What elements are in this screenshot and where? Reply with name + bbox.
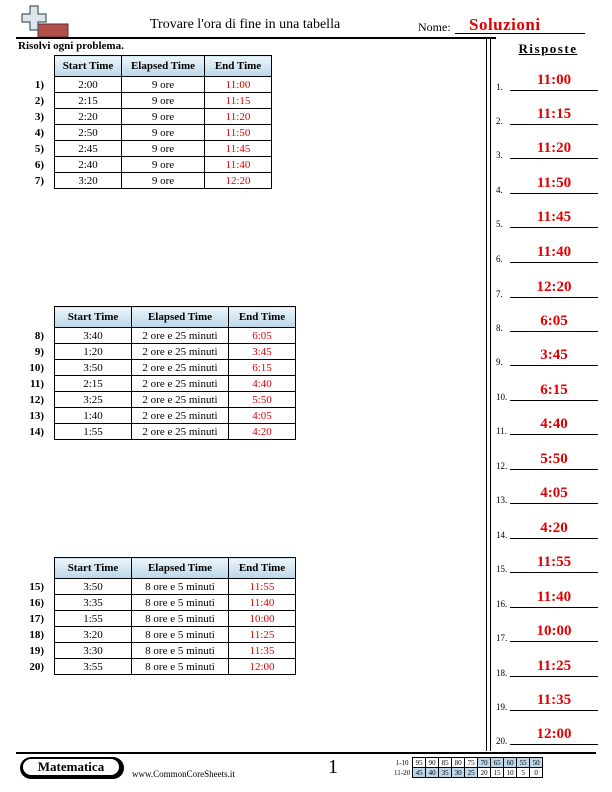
table-row: [18, 392, 296, 408]
answer-item: [496, 552, 600, 574]
table-row: [18, 77, 272, 93]
answer-number: 11.: [496, 426, 507, 436]
answer-item: [496, 483, 600, 505]
score-cell: 45: [413, 768, 426, 778]
worksheet-title: Trovare l'ora di fine in una tabella: [150, 17, 341, 32]
answer-value: 4:20: [540, 520, 568, 536]
answer-item: [496, 138, 600, 160]
problem-number: 20): [29, 660, 44, 673]
start-time: 1:55: [55, 424, 132, 440]
score-cell: 5: [517, 768, 530, 778]
end-time: 6:05: [229, 328, 296, 344]
start-time: 3:20: [55, 627, 132, 643]
end-time: 11:20: [205, 109, 272, 125]
table-row: [18, 328, 296, 344]
answer-number: 19.: [496, 702, 508, 712]
score-cell: 80: [452, 758, 465, 768]
score-cell: 35: [439, 768, 452, 778]
instructions: Risolvi ogni problema.: [18, 40, 124, 52]
end-time: 11:40: [205, 157, 272, 173]
end-time: 3:45: [229, 344, 296, 360]
score-cell: 55: [517, 758, 530, 768]
elapsed-time: 8 ore e 5 minuti: [132, 659, 229, 675]
problem-number: 11): [29, 377, 44, 390]
answer-line: [510, 607, 598, 608]
answer-line: [510, 365, 598, 366]
start-time: 2:40: [55, 157, 122, 173]
answer-value: 10:00: [536, 623, 572, 639]
score-cell: 95: [413, 758, 426, 768]
start-time: 2:15: [55, 93, 122, 109]
plus-logo-icon: [20, 4, 70, 38]
elapsed-time: 9 ore: [122, 77, 205, 93]
answer-line: [510, 297, 598, 298]
problem-number: 16): [29, 596, 44, 609]
table-row: [18, 579, 296, 595]
elapsed-time-header: Elapsed Time: [132, 558, 229, 579]
name-label: Nome:: [418, 20, 451, 34]
answer-number: 7.: [496, 289, 503, 299]
answer-item: [496, 518, 600, 540]
problem-number: 14): [29, 425, 44, 438]
problem-number: 15): [29, 580, 44, 593]
answer-line: [510, 124, 598, 125]
problem-number: 7): [34, 174, 44, 187]
elapsed-time-header: Elapsed Time: [132, 307, 229, 328]
answer-value: 11:40: [536, 244, 572, 260]
elapsed-time: 9 ore: [122, 173, 205, 189]
score-cell: 0: [530, 768, 543, 778]
score-cell: 65: [491, 758, 504, 768]
answer-item: [496, 207, 600, 229]
answer-number: 18.: [496, 668, 508, 678]
start-time: 3:35: [55, 595, 132, 611]
elapsed-time: 2 ore e 25 minuti: [132, 360, 229, 376]
score-cell: 15: [491, 768, 504, 778]
end-time: 11:25: [229, 627, 296, 643]
answer-line: [510, 193, 598, 194]
end-time: 11:15: [205, 93, 272, 109]
problem-number: 17): [29, 612, 44, 625]
start-time: 2:00: [55, 77, 122, 93]
answer-item: [496, 70, 600, 92]
elapsed-time: 8 ore e 5 minuti: [132, 643, 229, 659]
answer-number: 10.: [496, 392, 508, 402]
answer-line: [510, 469, 598, 470]
answer-value: 6:15: [540, 382, 568, 398]
table-row: [18, 141, 272, 157]
start-time: 3:50: [55, 579, 132, 595]
answer-line: [510, 331, 598, 332]
header-divider: [16, 37, 496, 39]
start-time: 1:55: [55, 611, 132, 627]
score-row: [394, 768, 543, 778]
end-time: 11:45: [205, 141, 272, 157]
elapsed-time: 9 ore: [122, 93, 205, 109]
problem-number: 1): [34, 78, 44, 91]
table-row: [18, 408, 296, 424]
elapsed-time: 2 ore e 25 minuti: [132, 392, 229, 408]
score-cell: 40: [426, 768, 439, 778]
answer-number: 20.: [496, 736, 508, 746]
score-cell: 30: [452, 768, 465, 778]
answer-item: [496, 690, 600, 712]
table-row: [18, 643, 296, 659]
start-time: 2:20: [55, 109, 122, 125]
answer-line: [510, 158, 598, 159]
start-time: 3:40: [55, 328, 132, 344]
answer-item: [496, 345, 600, 367]
problem-number: 12): [29, 393, 44, 406]
score-cell: 10: [504, 768, 517, 778]
answer-value: 11:50: [536, 175, 572, 191]
problem-number: 13): [29, 409, 44, 422]
answer-column-divider: [486, 37, 487, 751]
table-row: [18, 344, 296, 360]
problem-number: 3): [34, 110, 44, 123]
end-time: 11:00: [205, 77, 272, 93]
problem-number: 4): [34, 126, 44, 139]
start-time: 3:25: [55, 392, 132, 408]
table-row: [18, 424, 296, 440]
start-time: 3:55: [55, 659, 132, 675]
problem-number: 2): [34, 94, 44, 107]
answer-value: 11:20: [536, 140, 572, 156]
elapsed-time: 9 ore: [122, 157, 205, 173]
answer-value: 4:05: [540, 485, 568, 501]
solutions-label: Soluzioni: [469, 15, 541, 34]
start-time: 2:45: [55, 141, 122, 157]
answer-line: [510, 538, 598, 539]
start-time-header: Start Time: [55, 307, 132, 328]
answer-value: 12:20: [536, 279, 572, 295]
answer-line: [510, 572, 598, 573]
answer-item: [496, 173, 600, 195]
problem-table-1: [18, 55, 272, 189]
start-time: 1:40: [55, 408, 132, 424]
answer-item: [496, 449, 600, 471]
blank-header: [18, 307, 55, 328]
answer-item: [496, 277, 600, 299]
end-time: 11:35: [229, 643, 296, 659]
answer-value: 5:50: [540, 451, 568, 467]
score-cell: 20: [478, 768, 491, 778]
table-row: [18, 360, 296, 376]
elapsed-time: 9 ore: [122, 141, 205, 157]
problem-table-2: [18, 306, 296, 440]
score-range-label: 1-10: [395, 758, 409, 767]
answer-value: 4:40: [540, 416, 568, 432]
answer-line: [510, 744, 598, 745]
score-cell: 75: [465, 758, 478, 768]
elapsed-time-header: Elapsed Time: [122, 56, 205, 77]
end-time: 4:20: [229, 424, 296, 440]
end-time: 10:00: [229, 611, 296, 627]
answer-item: [496, 587, 600, 609]
answer-number: 17.: [496, 633, 508, 643]
answer-line: [510, 90, 598, 91]
answer-item: [496, 242, 600, 264]
problem-number: 5): [34, 142, 44, 155]
elapsed-time: 9 ore: [122, 125, 205, 141]
start-time: 3:30: [55, 643, 132, 659]
blank-header: [18, 56, 55, 77]
answer-value: 11:00: [536, 72, 572, 88]
answer-item: [496, 104, 600, 126]
end-time: 12:20: [205, 173, 272, 189]
elapsed-time: 2 ore e 25 minuti: [132, 376, 229, 392]
answer-line: [510, 262, 598, 263]
table-row: [18, 125, 272, 141]
answer-item: [496, 311, 600, 333]
score-range-label: 11-20: [394, 768, 411, 777]
score-cell: 60: [504, 758, 517, 768]
table-row: [18, 376, 296, 392]
end-time-header: End Time: [229, 558, 296, 579]
answer-number: 14.: [496, 530, 508, 540]
answer-number: 6.: [496, 254, 503, 264]
answer-number: 4.: [496, 185, 503, 195]
problem-table-3: [18, 557, 296, 675]
start-time: 2:15: [55, 376, 132, 392]
end-time: 4:05: [229, 408, 296, 424]
answer-item: [496, 656, 600, 678]
table-row: [18, 173, 272, 189]
blank-header: [18, 558, 55, 579]
elapsed-time: 8 ore e 5 minuti: [132, 627, 229, 643]
answer-number: 2.: [496, 116, 503, 126]
score-cell: 25: [465, 768, 478, 778]
answer-number: 3.: [496, 150, 503, 160]
answer-number: 15.: [496, 564, 508, 574]
answer-line: [510, 400, 598, 401]
answer-number: 5.: [496, 219, 503, 229]
problem-number: 10): [29, 361, 44, 374]
score-cell: 50: [530, 758, 543, 768]
table-row: [18, 595, 296, 611]
elapsed-time: 8 ore e 5 minuti: [132, 579, 229, 595]
answer-number: 9.: [496, 357, 503, 367]
start-time-header: Start Time: [55, 558, 132, 579]
answer-item: [496, 414, 600, 436]
answer-number: 1.: [496, 82, 503, 92]
answer-line: [510, 434, 598, 435]
elapsed-time: 2 ore e 25 minuti: [132, 328, 229, 344]
answer-line: [510, 503, 598, 504]
answer-value: 11:15: [536, 106, 572, 122]
end-time-header: End Time: [205, 56, 272, 77]
footer-divider: [16, 752, 596, 754]
elapsed-time: 9 ore: [122, 109, 205, 125]
answer-number: 16.: [496, 599, 508, 609]
answer-item: [496, 380, 600, 402]
answers-heading: Risposte: [518, 41, 578, 56]
answer-item: [496, 621, 600, 643]
end-time: 4:40: [229, 376, 296, 392]
elapsed-time: 2 ore e 25 minuti: [132, 408, 229, 424]
end-time: 6:15: [229, 360, 296, 376]
answer-column-divider: [490, 37, 491, 751]
table-row: [18, 627, 296, 643]
answer-line: [510, 710, 598, 711]
start-time: 1:20: [55, 344, 132, 360]
elapsed-time: 2 ore e 25 minuti: [132, 424, 229, 440]
score-table: [394, 757, 543, 778]
end-time: 11:40: [229, 595, 296, 611]
table-row: [18, 109, 272, 125]
start-time: 3:20: [55, 173, 122, 189]
table-row: [18, 93, 272, 109]
table-row: [18, 611, 296, 627]
start-time: 3:50: [55, 360, 132, 376]
end-time: 11:55: [229, 579, 296, 595]
answer-value: 11:45: [536, 209, 572, 225]
answer-value: 11:25: [536, 658, 572, 674]
end-time-header: End Time: [229, 307, 296, 328]
answer-number: 8.: [496, 323, 503, 333]
problem-number: 6): [34, 158, 44, 171]
subject-label: Matematica: [23, 759, 119, 775]
answer-line: [510, 227, 598, 228]
problem-number: 9): [34, 345, 44, 358]
answer-value: 3:45: [540, 347, 568, 363]
answer-value: 6:05: [540, 313, 568, 329]
answer-value: 11:40: [536, 589, 572, 605]
answer-number: 12.: [496, 461, 508, 471]
elapsed-time: 8 ore e 5 minuti: [132, 595, 229, 611]
answer-value: 12:00: [536, 726, 572, 742]
end-time: 5:50: [229, 392, 296, 408]
elapsed-time: 2 ore e 25 minuti: [132, 344, 229, 360]
start-time-header: Start Time: [55, 56, 122, 77]
problem-number: 19): [29, 644, 44, 657]
answer-line: [510, 641, 598, 642]
answer-item: [496, 724, 600, 746]
end-time: 12:00: [229, 659, 296, 675]
website-link[interactable]: www.CommonCoreSheets.it: [132, 769, 235, 779]
answer-line: [510, 676, 598, 677]
answer-value: 11:35: [536, 692, 572, 708]
answer-value: 11:55: [536, 554, 572, 570]
problem-number: 8): [34, 329, 44, 342]
score-cell: 70: [478, 758, 491, 768]
score-cell: 85: [439, 758, 452, 768]
score-cell: 90: [426, 758, 439, 768]
page-number: 1: [328, 756, 338, 778]
table-row: [18, 659, 296, 675]
problem-number: 18): [29, 628, 44, 641]
table-row: [18, 157, 272, 173]
start-time: 2:50: [55, 125, 122, 141]
elapsed-time: 8 ore e 5 minuti: [132, 611, 229, 627]
answer-number: 13.: [496, 495, 508, 505]
end-time: 11:50: [205, 125, 272, 141]
score-row: [394, 758, 543, 768]
